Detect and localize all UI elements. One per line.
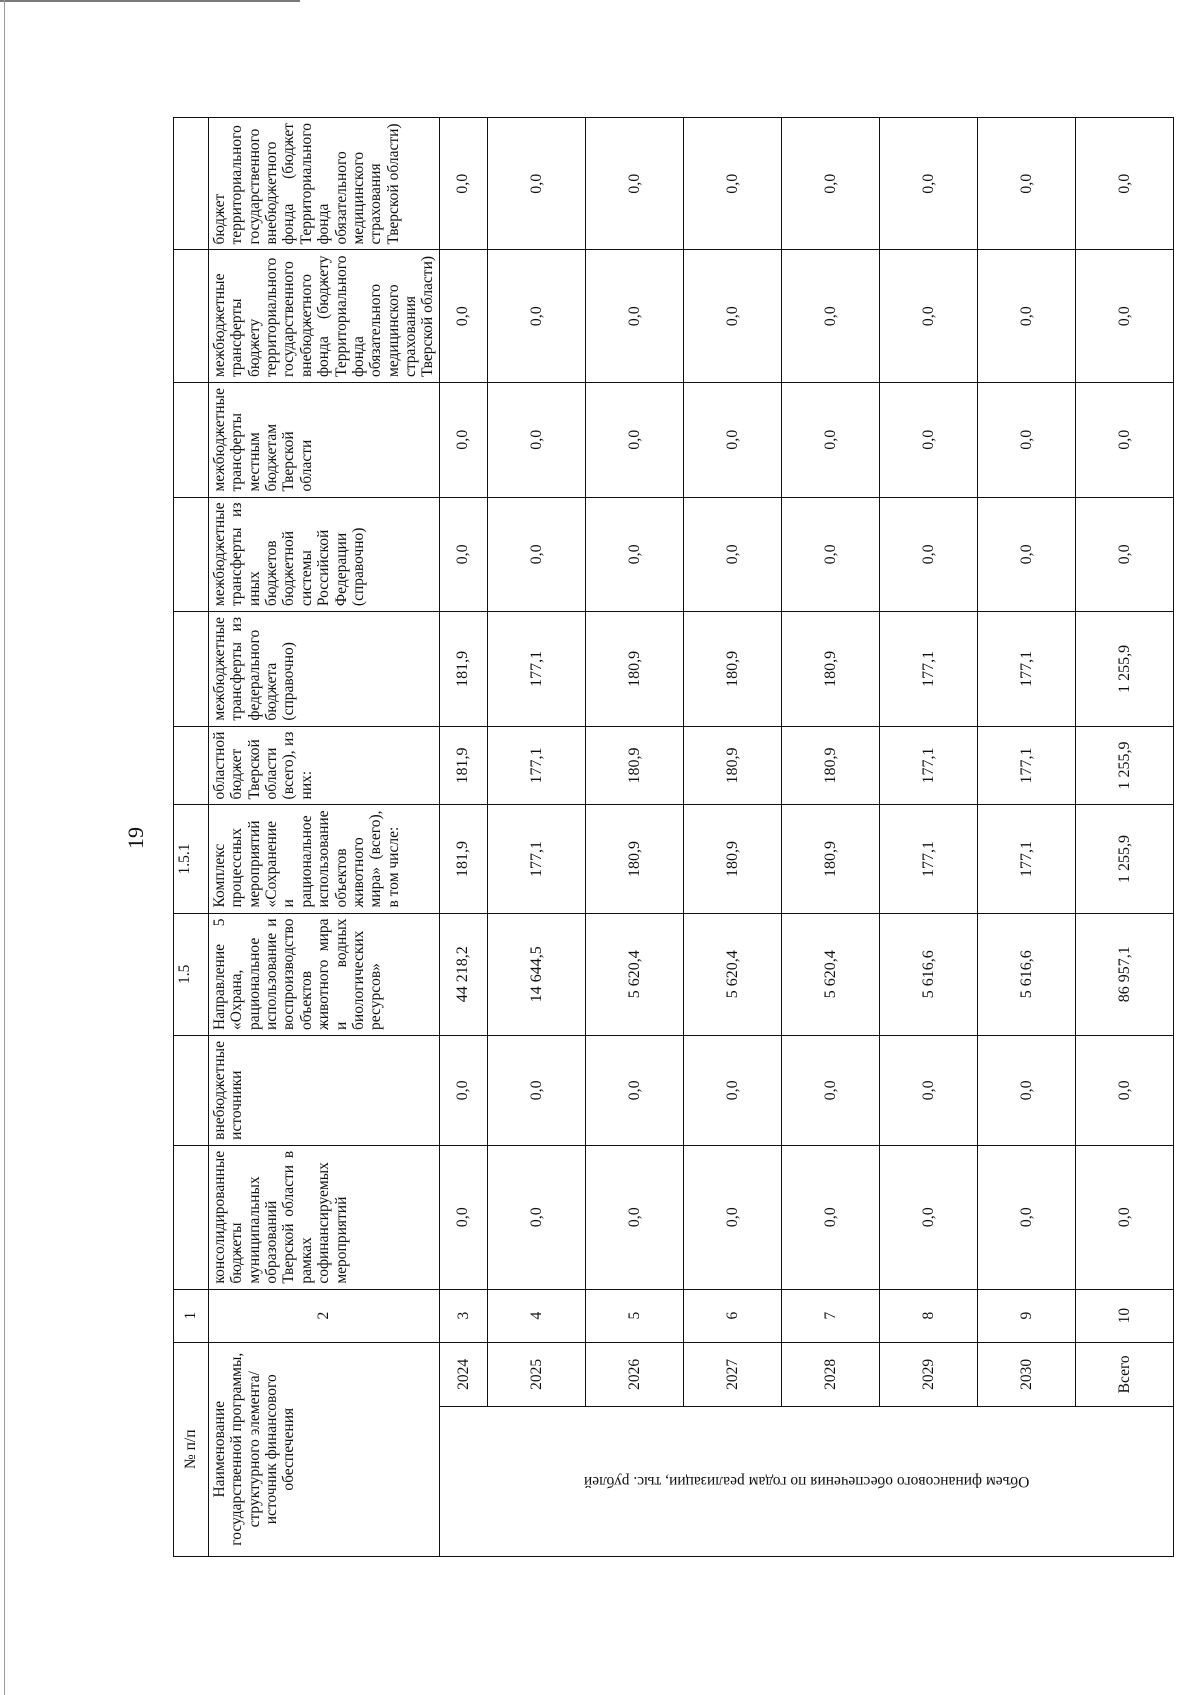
value-cell: 0,0 — [879, 1035, 977, 1145]
value-cell: 180,9 — [781, 612, 879, 727]
year-header: 2027 — [683, 1342, 781, 1407]
value-cell: 0,0 — [1075, 497, 1173, 612]
value-cell: 0,0 — [585, 250, 683, 383]
header-name: Наименование государственной программы, структурного элемента/источник финансового обеспечения — [209, 1342, 440, 1556]
row-no-cell: 1.5.1 — [174, 805, 209, 913]
year-line — [977, 118, 1075, 1557]
rotated-table-frame — [173, 117, 1174, 1557]
col-number: 4 — [487, 1289, 585, 1342]
value-cell: 181,9 — [439, 726, 487, 805]
value-cell: 0,0 — [439, 497, 487, 612]
value-cell: 0,0 — [1075, 1035, 1173, 1145]
value-cell: 5 620,4 — [781, 913, 879, 1035]
row-name-cell: межбюджетные трансферты местным бюджетам Тверской области — [209, 383, 440, 498]
scan-top-edge — [0, 0, 300, 2]
value-cell: 0,0 — [879, 1145, 977, 1289]
col-number: 6 — [683, 1289, 781, 1342]
value-cell: 177,1 — [977, 805, 1075, 913]
value-cell: 0,0 — [439, 1145, 487, 1289]
value-cell: 5 616,6 — [977, 913, 1075, 1035]
row-name-cell: межбюджетные трансферты из иных бюджетов бюджетной системы Российской Федерации (справочно) — [209, 497, 440, 612]
row-no-cell — [174, 726, 209, 805]
col-number: 3 — [439, 1289, 487, 1342]
value-cell: 180,9 — [683, 805, 781, 913]
row-name-cell: межбюджетные трансферты бюджету территориального государственного внебюджетного фонда (бюджету Территориального фонда обязательного медицинского страхования Тверской области) — [209, 250, 440, 383]
value-cell: 1 255,9 — [1075, 805, 1173, 913]
value-cell: 0,0 — [439, 1035, 487, 1145]
value-cell: 0,0 — [585, 497, 683, 612]
year-line — [781, 118, 879, 1557]
value-cell: 177,1 — [487, 726, 585, 805]
value-cell: 0,0 — [439, 383, 487, 498]
value-cell: 0,0 — [977, 1145, 1075, 1289]
year-header: 2025 — [487, 1342, 585, 1407]
col-number: 8 — [879, 1289, 977, 1342]
year-header: 2024 — [439, 1342, 487, 1407]
value-cell: 0,0 — [683, 250, 781, 383]
value-cell: 181,9 — [439, 805, 487, 913]
row-no-cell — [174, 118, 209, 251]
value-cell: 0,0 — [683, 383, 781, 498]
value-cell: 0,0 — [879, 250, 977, 383]
col-number: 10 — [1075, 1289, 1173, 1342]
value-cell: 0,0 — [585, 1145, 683, 1289]
scan-left-edge — [4, 0, 5, 1695]
value-cell: 14 644,5 — [487, 913, 585, 1035]
value-cell: 180,9 — [781, 726, 879, 805]
value-cell: 0,0 — [977, 497, 1075, 612]
value-cell: 0,0 — [683, 118, 781, 251]
value-cell: 0,0 — [683, 1145, 781, 1289]
row-no-cell — [174, 1145, 209, 1289]
value-cell: 0,0 — [781, 118, 879, 251]
value-cell: 5 620,4 — [585, 913, 683, 1035]
value-cell: 180,9 — [585, 612, 683, 727]
value-cell: 180,9 — [585, 805, 683, 913]
row-name-cell: консолидированные бюджеты муниципальных образований Тверской области в рамках софинансируемых мероприятий — [209, 1145, 440, 1289]
value-cell: 177,1 — [879, 726, 977, 805]
value-cell: 0,0 — [683, 497, 781, 612]
year-line — [585, 118, 683, 1557]
value-cell: 0,0 — [585, 1035, 683, 1145]
value-cell: 0,0 — [585, 118, 683, 251]
value-cell: 181,9 — [439, 612, 487, 727]
value-cell: 0,0 — [487, 118, 585, 251]
value-cell: 0,0 — [781, 1145, 879, 1289]
value-cell: 0,0 — [487, 497, 585, 612]
year-header: 2026 — [585, 1342, 683, 1407]
year-line — [439, 118, 487, 1557]
header-no: № п/п — [174, 1342, 209, 1556]
value-cell: 0,0 — [781, 1035, 879, 1145]
value-cell: 0,0 — [487, 1145, 585, 1289]
value-cell: 0,0 — [977, 118, 1075, 251]
year-header: Всего — [1075, 1342, 1173, 1407]
value-cell: 0,0 — [1075, 118, 1173, 251]
col-number: 7 — [781, 1289, 879, 1342]
value-cell: 0,0 — [781, 497, 879, 612]
value-cell: 0,0 — [781, 250, 879, 383]
col-number-1: 1 — [174, 1289, 209, 1342]
value-cell: 44 218,2 — [439, 913, 487, 1035]
value-cell: 180,9 — [683, 612, 781, 727]
value-cell: 0,0 — [487, 383, 585, 498]
row-name-cell: Комплекс процессных мероприятий «Сохранение и рациональное использование объектов животного мира» (всего), в том числе: — [209, 805, 440, 913]
value-cell: 1 255,9 — [1075, 726, 1173, 805]
table-row-name-line — [209, 118, 440, 1557]
value-cell: 5 620,4 — [683, 913, 781, 1035]
row-name-cell: бюджет территориального государственного внебюджетного фонда (бюджет Территориального фонда обязательного медицинского страхования Тверской области) — [209, 118, 440, 251]
year-line — [1075, 118, 1173, 1557]
value-cell: 0,0 — [879, 118, 977, 251]
col-number-2: 2 — [209, 1289, 440, 1342]
value-cell: 0,0 — [439, 250, 487, 383]
table-row-number-line — [174, 118, 209, 1557]
row-name-cell: областной бюджет Тверской области (всего), из них: — [209, 726, 440, 805]
value-cell: 0,0 — [879, 383, 977, 498]
year-header: 2028 — [781, 1342, 879, 1407]
year-line — [487, 118, 585, 1557]
year-header: 2030 — [977, 1342, 1075, 1407]
value-cell: 0,0 — [781, 383, 879, 498]
value-cell: 0,0 — [1075, 383, 1173, 498]
value-cell: 1 255,9 — [1075, 612, 1173, 727]
value-cell: 0,0 — [683, 1035, 781, 1145]
row-name-cell: межбюджетные трансферты из федерального бюджета (справочно) — [209, 612, 440, 727]
year-line — [879, 118, 977, 1557]
financing-table — [173, 117, 1174, 1557]
year-header: 2029 — [879, 1342, 977, 1407]
value-cell: 180,9 — [683, 726, 781, 805]
value-cell: 177,1 — [977, 612, 1075, 727]
value-cell: 0,0 — [977, 1035, 1075, 1145]
col-number: 5 — [585, 1289, 683, 1342]
row-no-cell: 1.5 — [174, 913, 209, 1035]
row-no-cell — [174, 250, 209, 383]
value-cell: 0,0 — [977, 250, 1075, 383]
value-cell: 177,1 — [879, 612, 977, 727]
value-cell: 0,0 — [585, 383, 683, 498]
row-name-cell: внебюджетные источники — [209, 1035, 440, 1145]
value-cell: 177,1 — [977, 726, 1075, 805]
value-cell: 86 957,1 — [1075, 913, 1173, 1035]
value-cell: 180,9 — [781, 805, 879, 913]
row-no-cell — [174, 612, 209, 727]
page-number: 19 — [123, 827, 148, 849]
value-cell: 177,1 — [487, 612, 585, 727]
value-cell: 0,0 — [1075, 250, 1173, 383]
value-cell: 0,0 — [487, 1035, 585, 1145]
row-no-cell — [174, 383, 209, 498]
row-no-cell — [174, 1035, 209, 1145]
row-no-cell — [174, 497, 209, 612]
value-cell: 177,1 — [487, 805, 585, 913]
value-cell: 5 616,6 — [879, 913, 977, 1035]
rotated-table-area — [173, 117, 1174, 1557]
year-line — [683, 118, 781, 1557]
value-cell: 0,0 — [487, 250, 585, 383]
row-name-cell: Направление 5 «Охрана, рациональное использование и воспроизводство объектов животного мира и водных биологических ресурсов» — [209, 913, 440, 1035]
value-cell: 0,0 — [1075, 1145, 1173, 1289]
header-volume: Объем финансового обеспечения по годам реализации, тыс. рублей — [439, 1407, 1173, 1557]
value-cell: 177,1 — [879, 805, 977, 913]
value-cell: 180,9 — [585, 726, 683, 805]
col-number: 9 — [977, 1289, 1075, 1342]
value-cell: 0,0 — [977, 383, 1075, 498]
value-cell: 0,0 — [879, 497, 977, 612]
value-cell: 0,0 — [439, 118, 487, 251]
